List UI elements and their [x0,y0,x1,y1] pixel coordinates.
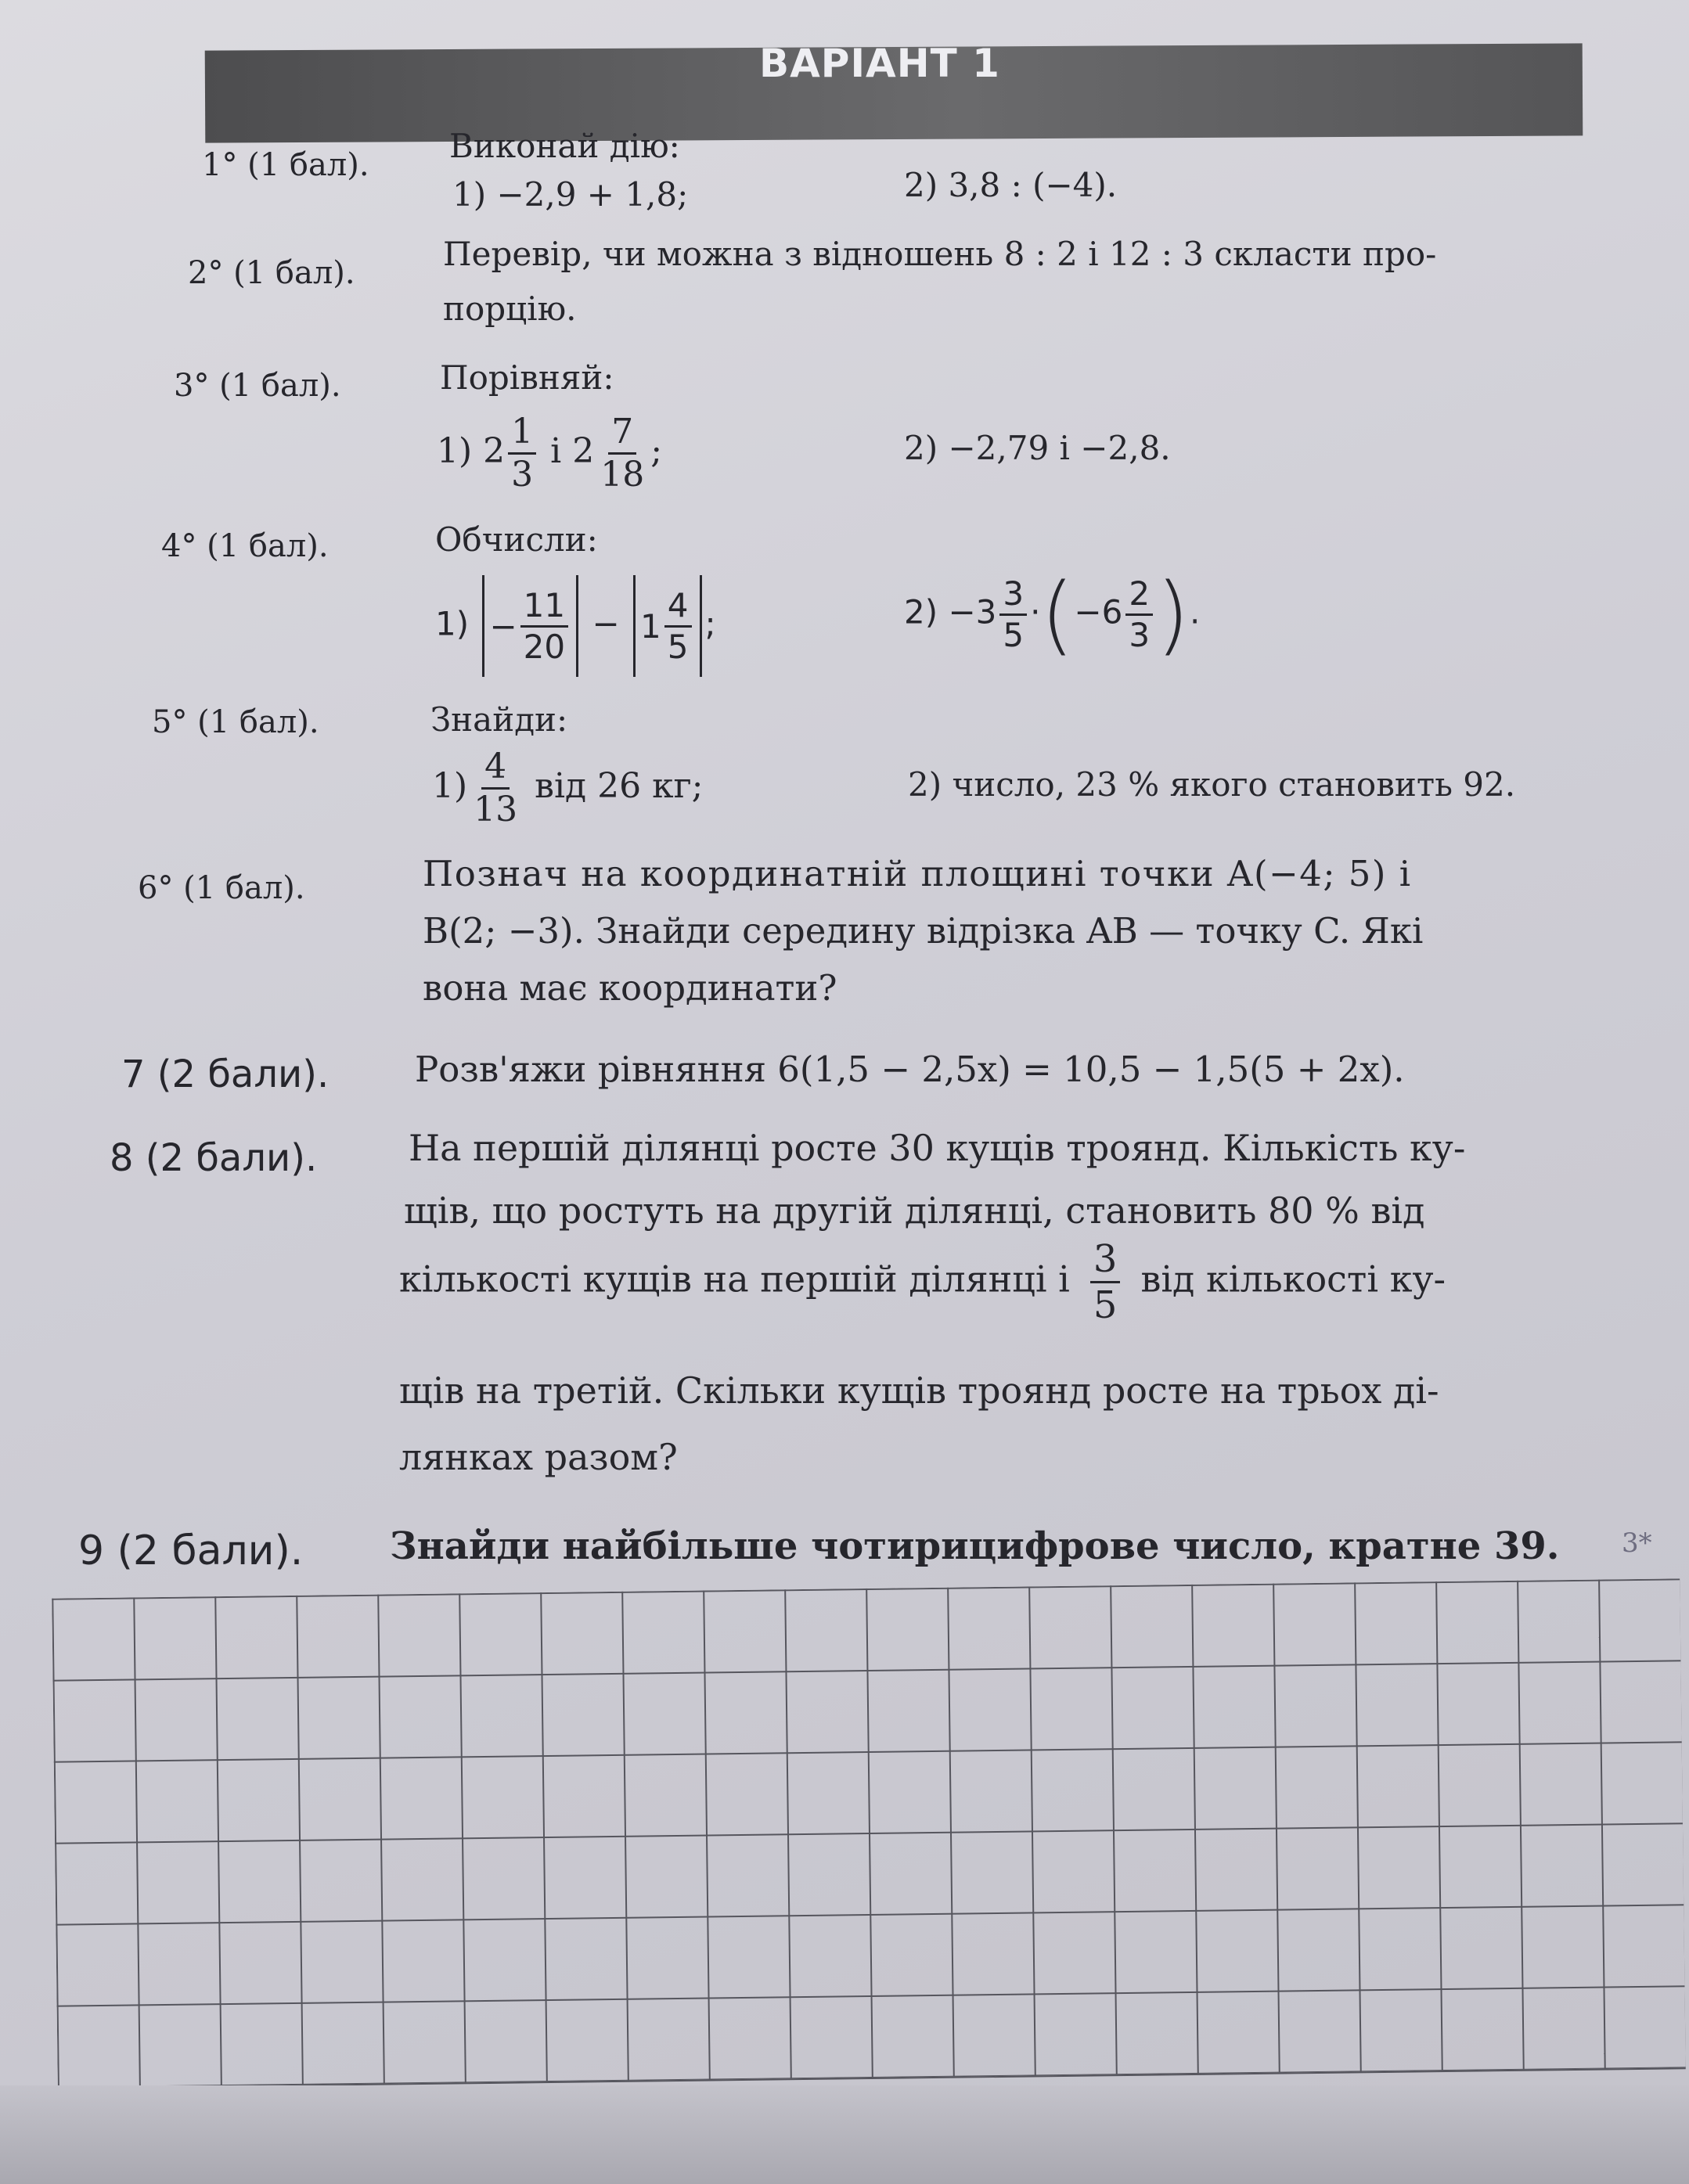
answer-grid[interactable] [52,1578,1686,2089]
task-8-line-5: лянках разом? [399,1436,678,1478]
task-8-line-1: На першій ділянці росте 30 кущів троянд. Кількість ку- [409,1127,1466,1169]
numerator: 3 [999,577,1027,616]
denominator: 20 [523,627,566,666]
task-8-line-3 [399,1237,1446,1327]
denominator: 13 [474,790,518,829]
task-6-line-1: Познач на координатній площині точки A(−4; 5) і [423,853,1412,894]
numerator: 1 [508,415,536,455]
numerator: 2 [1125,577,1153,616]
task-3-prompt: Порівняй: [440,358,614,397]
numerator: 7 [608,415,636,455]
fraction [1090,1237,1121,1327]
denominator: 18 [600,455,645,495]
task-1-part-2: 2) 3,8 : (−4). [904,166,1118,204]
task-3-label: 3° (1 бал). [174,368,341,404]
task-9-label: 9 (2 бали). [78,1527,304,1574]
task-2-line-1: Перевір, чи можна з відношень 8 : 2 і 12 : 3 скласти про- [443,235,1437,273]
task-8-label: 8 (2 бали). [110,1136,318,1180]
task-8-line-2: щів, що ростуть на другій ділянці, становить 80 % від [404,1189,1425,1232]
task-4-part-2: 2) −3 $\frac{3}{5}$ ·(−6 $\frac{2}{3}$ ). [904,564,1201,664]
task-5-part-1-prefix: 1) [432,766,468,806]
task-1-label: 1° (1 бал). [202,147,369,183]
task-8-line-3-start: кількості кущів на першій ділянці і [399,1258,1070,1301]
fraction [1125,574,1153,654]
task-4-part-1: 1) − $\frac{11}{20}$ − 1 $\frac{4}{5}$ ; [435,575,716,677]
numerator: 3 [1090,1240,1121,1283]
denominator: 5 [667,627,689,666]
task-5-part-2: 2) число, 23 % якого становить 92. [908,765,1516,804]
inner-whole: −6 [1074,592,1123,631]
task-3-part-1-end: ; [650,431,663,471]
absolute-value [633,575,701,677]
task-3-part-1-prefix: 1) 2 [437,431,506,471]
task-2-line-2: порцію. [443,290,577,328]
task-1-prompt: Виконай дію: [449,127,680,165]
whole-part: 1 [640,606,661,646]
numerator: 4 [481,750,510,790]
task-1-part-1: 1) −2,9 + 1,8; [452,175,689,214]
denominator: 3 [511,455,534,495]
absolute-value: − $\frac{11}{20}$ [482,575,578,677]
task-2-label: 2° (1 бал). [188,255,355,291]
task-4-prompt: Обчисли: [435,520,598,559]
fraction [508,412,536,495]
fraction [999,574,1027,654]
denominator: 5 [1093,1283,1118,1327]
denominator: 3 [1129,615,1151,654]
fraction [470,747,520,829]
task-5-label: 5° (1 бал). [152,704,319,740]
task-9-line-1: Знайди найбільше чотирицифрове число, кратне 39. [390,1524,1560,1568]
task-6-label: 6° (1 бал). [138,870,305,906]
page-bottom-edge [0,2085,1689,2184]
task-5-prompt: Знайди: [430,700,568,739]
task-6-line-2: B(2; −3). Знайди середину відрізка AB — точку C. Які [423,910,1424,952]
task-3-part-1-mid: і 2 [550,431,595,471]
denominator: 5 [1003,615,1025,654]
task-3-part-1 [437,412,663,495]
task-7-label: 7 (2 бали). [121,1052,330,1096]
task-8-line-4: щів на третій. Скільки кущів троянд росте на трьох ді- [399,1369,1439,1412]
task-8-line-3-end: від кількості ку- [1140,1258,1446,1301]
task-4-part-2-prefix: 2) −3 [904,592,997,631]
task-5-part-1-suffix: від 26 кг; [535,766,704,806]
task-3-part-2: 2) −2,79 і −2,8. [904,429,1171,467]
fraction [597,412,647,495]
task-4-label: 4° (1 бал). [161,528,329,564]
task-5-part-1 [432,747,704,829]
task-7-line-1: Розв'яжи рівняння 6(1,5 − 2,5x) = 10,5 − 1,5(5 + 2x). [415,1049,1405,1090]
numerator: 4 [664,589,692,628]
task-4-part-1-prefix: 1) [435,604,470,643]
numerator: 11 [520,589,568,628]
task-6-line-3: вона має координати? [423,967,837,1009]
page-corner-mark: 3* [1622,1527,1652,1559]
variant-title: ВАРІАНТ 1 [759,41,1000,86]
